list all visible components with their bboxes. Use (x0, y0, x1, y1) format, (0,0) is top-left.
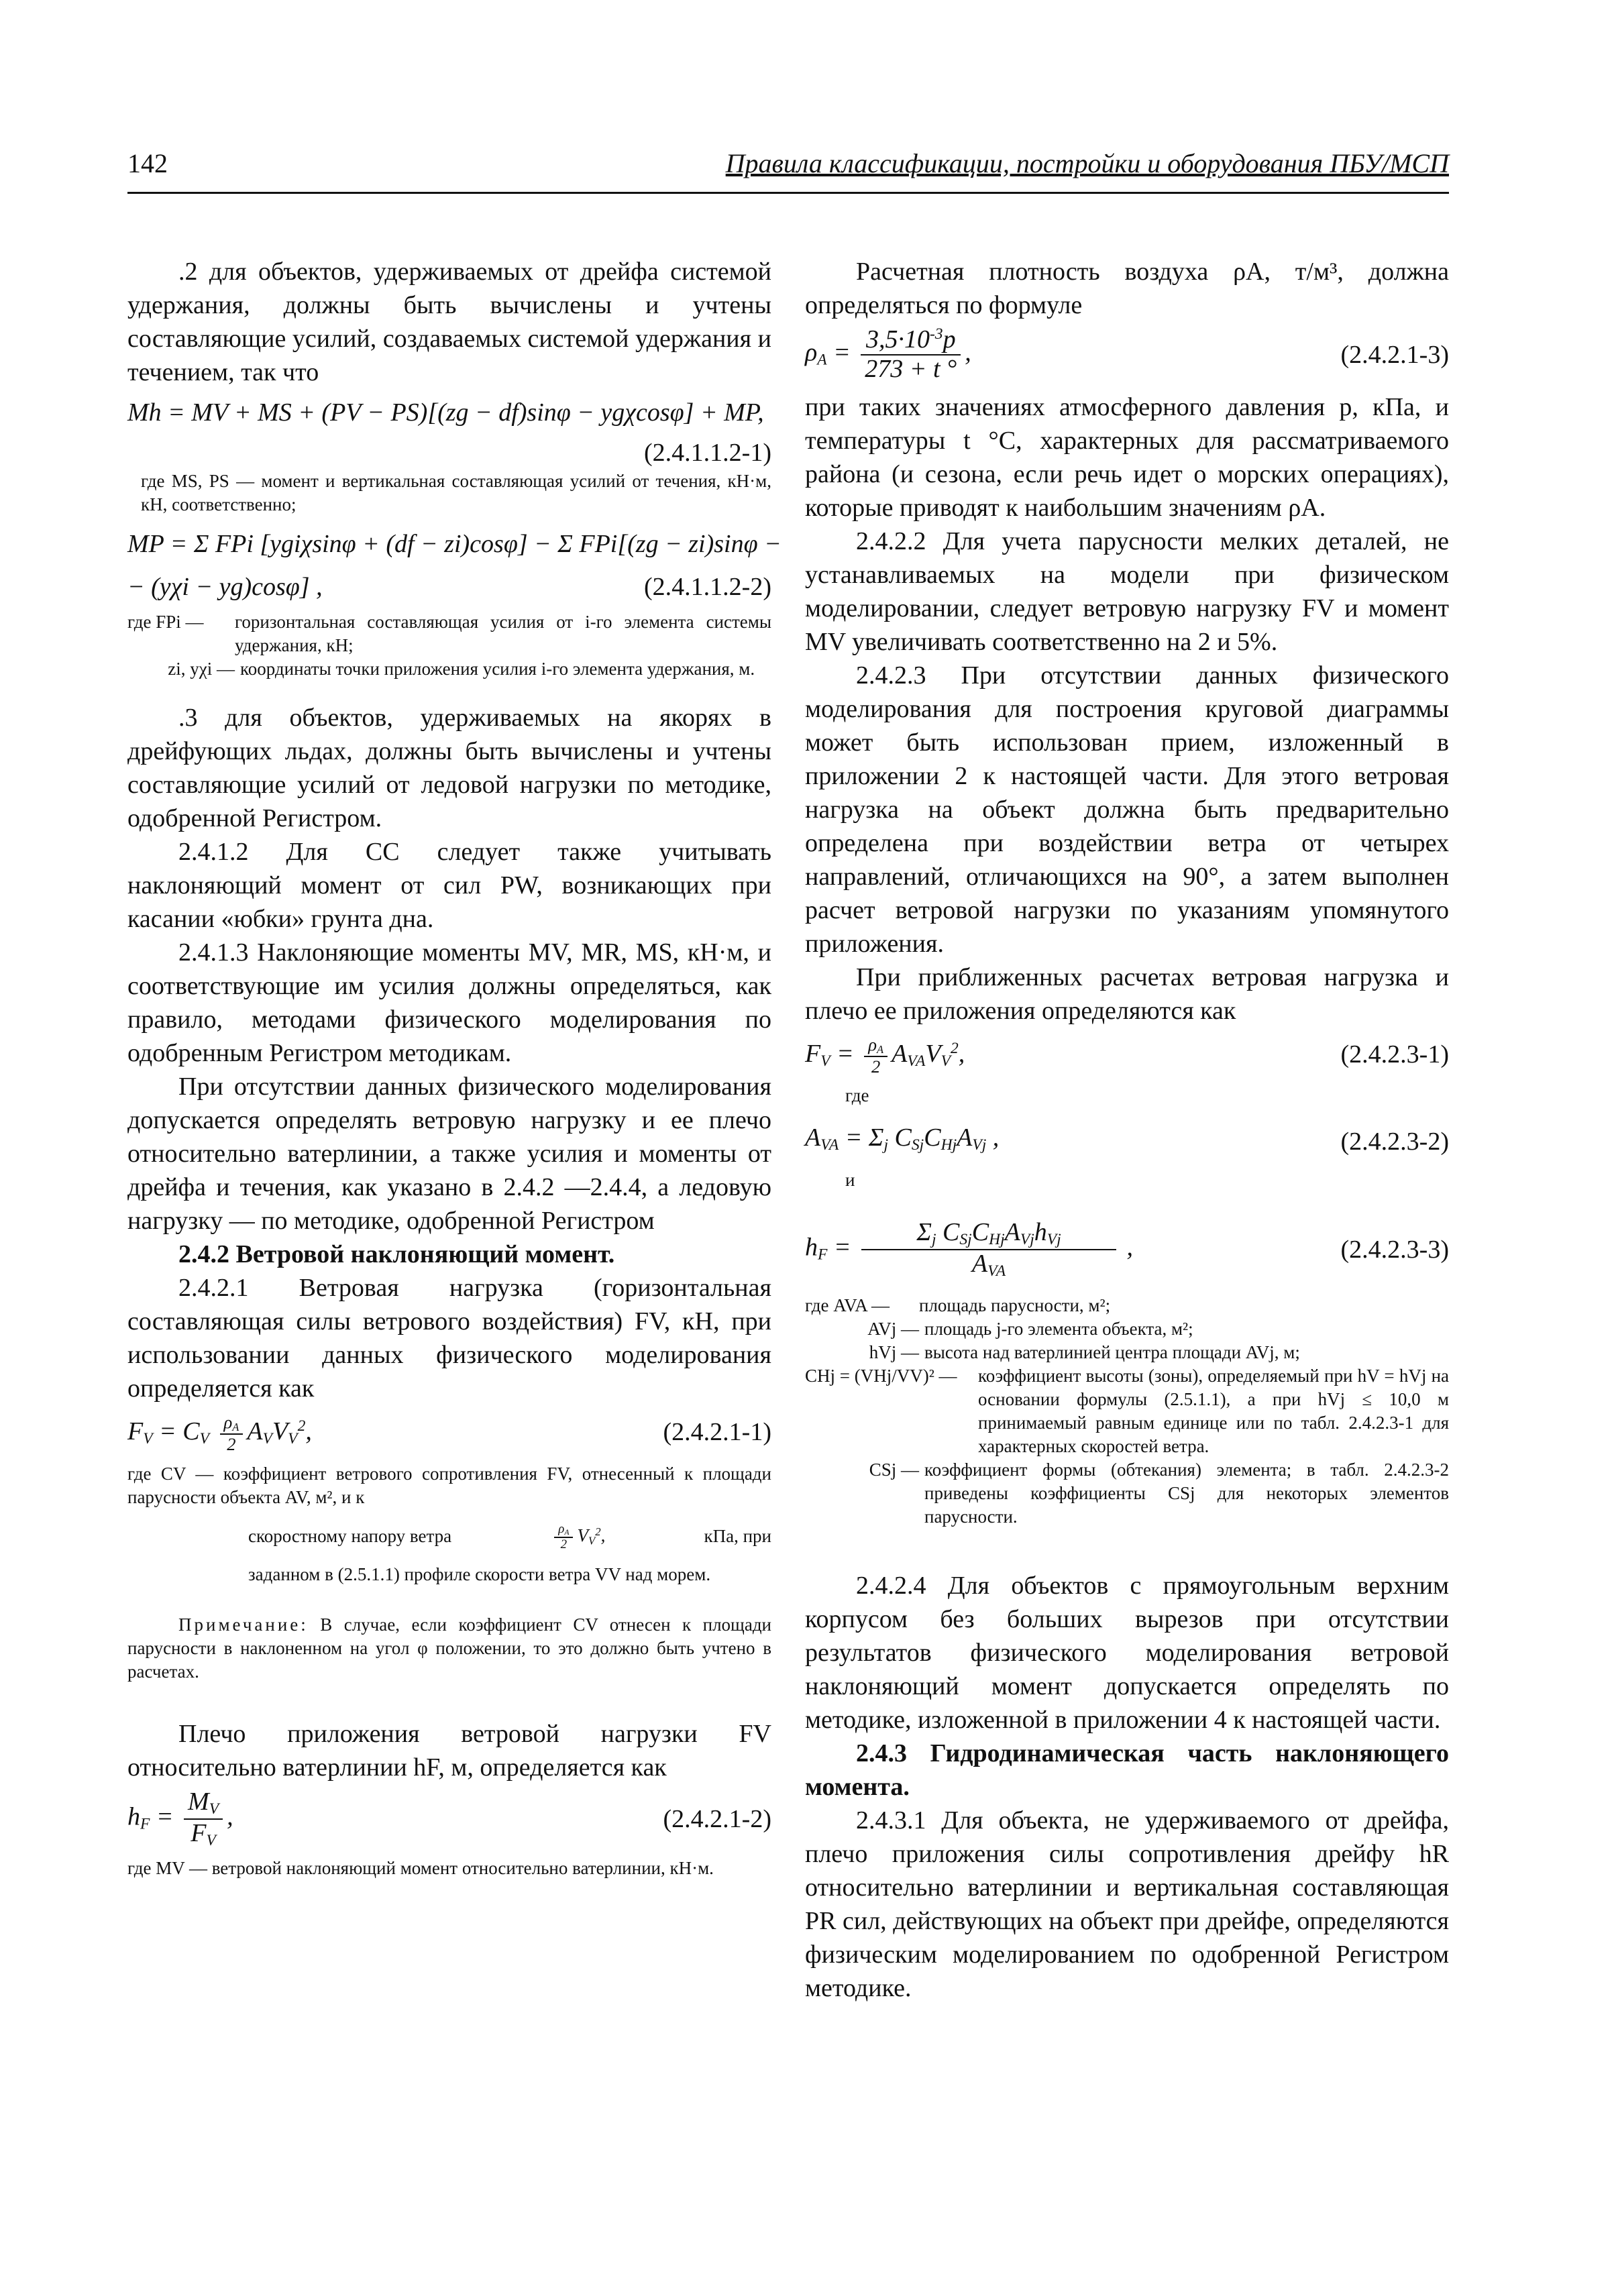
formula-2-4-2-1-1 (127, 1409, 771, 1456)
formula-expression: − (yχi − yg)cosφ] , (127, 573, 323, 601)
equation-number: (2.4.2.3-3) (1340, 1236, 1449, 1264)
definition-text: площадь j-го элемента объекта, м²; (924, 1318, 1193, 1339)
equation-number: (2.4.2.3-1) (1340, 1040, 1449, 1069)
explanation-text: кПа, при (704, 1525, 771, 1546)
section-heading-2-4-3: 2.4.3 Гидродинамическая часть наклоняющего момента. (805, 1739, 1449, 1801)
definition-symbol: CSj — (869, 1459, 919, 1480)
definition-row (805, 1364, 1449, 1458)
formula-2-4-2-3-2 (805, 1121, 1449, 1162)
explanation-text: скоростному напору ветра (248, 1525, 452, 1546)
definitions-list (805, 1294, 1449, 1529)
paragraph-2-4-1-2: 2.4.1.2 Для СС следует также учитывать наклоняющий момент от сил PW, возникающих при касании «юбки» грунта дна. (127, 838, 771, 933)
equation-number: (2.4.1.1.2-1) (644, 439, 771, 467)
paragraph-2-4-2-4: 2.4.2.4 Для объектов с прямоугольным верхним корпусом без больших вырезов при отсутствии результатов физического моделирования ветровой наклоняющий момент допускается определять по методике, изложенной в приложении 4 к настоящей части. (805, 1571, 1449, 1734)
formula-expression: $F_V$ = $\frac{\rho_A}{2}$ $A_{VA}V_V^2$, (805, 1034, 965, 1077)
definition-symbol: где FPi — (127, 612, 204, 632)
formula-2-4-2-1-3 (805, 326, 1449, 384)
paragraph-2-4-1-3: 2.4.1.3 Наклоняющие моменты MV, MR, MS, кН·м, и соответствующие им усилия должны определяться, как правило, методами физического моделирования по одобренным Регистром методикам. (127, 938, 771, 1067)
definition-text: коэффициент формы (обтекания) элемента; в табл. 2.4.2.3-2 приведены коэффициенты CSj для некоторых элементов парусности. (924, 1459, 1449, 1527)
definition-text: коэффициент высоты (зоны), определяемый при hV = hVj на основании формулы (2.5.1.1), а при hVj ≤ 10,0 м принимаемый равным единице или по табл. 2.4.2.3-1 для характерных скоростей ветра. (978, 1365, 1449, 1456)
connector-word: где (845, 1085, 869, 1106)
formula-explanation: где MS, PS — момент и вертикальная составляющая усилий от течения, кН·м, кН, соответственно; (141, 471, 771, 514)
paragraph-conditions: при таких значениях атмосферного давления p, кПа, и температуры t °C, характерных для рассматриваемого района (и сезона, если речь идет о морских операциях), которые приводят к наибольшим значениям ρA. (805, 392, 1449, 522)
definition-text: горизонтальная составляющая усилия от i-го элемента системы удержания, кН; (235, 612, 771, 655)
page-number: 142 (127, 148, 168, 178)
note (127, 1613, 771, 1684)
formula-2-4-1-1-2-2-line2 (127, 570, 771, 604)
formula-explanation: где MV — ветровой наклоняющий момент относительно ватерлинии, кН·м. (127, 1857, 714, 1878)
equation-number: (2.4.2.1-3) (1340, 340, 1449, 369)
formula-expression: $h_F$ = $\frac{M_V}{F_V}$ , (127, 1788, 233, 1849)
paragraph-2-4-2-2: 2.4.2.2 Для учета парусности мелких деталей, не устанавливаемых на модели при физическом моделировании, следует ветровую нагрузку FV и момент MV увеличивать соответственно на 2 и 5%. (805, 527, 1449, 656)
formula-expression: $A_{VA} = \Sigma_j$ $C_{Sj}C_{Hj}A_{Vj}$ , (805, 1124, 1000, 1154)
definition-text: координаты точки приложения усилия i-го элемента удержания, м. (240, 659, 755, 679)
paragraph-item-2: .2 для объектов, удерживаемых от дрейфа системой удержания, должны быть вычислены и учтены составляющие усилий, создаваемых системой удержания и течением, так что (127, 258, 771, 386)
paragraph-wind-arm: Плечо приложения ветровой нагрузки FV относительно ватерлинии hF, м, определяется как (127, 1720, 771, 1782)
definition-text: высота над ватерлинией центра площади AVj, м; (924, 1342, 1300, 1362)
formula-2-4-1-1-2-1 (127, 396, 771, 429)
definition-row (805, 1294, 1449, 1317)
formula-expression: $h_F$ = $\frac{\Sigma_j C_{Sj}C_{Hj}A_{Vj}h_{Vj}}{A_{VA}}$ , (805, 1218, 1134, 1280)
formula-explanation (127, 1520, 771, 1552)
definition-text: площадь парусности, м²; (919, 1295, 1111, 1315)
definition-row (127, 657, 771, 681)
paragraph-item-3: .3 для объектов, удерживаемых на якорях в дрейфующих льдах, должны быть вычислены и учтены составляющие усилий от ледовой нагрузки по методике, одобренной Регистром. (127, 704, 771, 832)
formula-2-4-2-3-3 (805, 1219, 1449, 1280)
velocity-pressure-expression: $\frac{\rho_A}{2}$ $V_V^2$, (550, 1520, 605, 1552)
note-label: Примечание: (178, 1615, 309, 1635)
paragraph-air-density: Расчетная плотность воздуха ρA, т/м³, должна определяться по формуле (805, 258, 1449, 319)
formula-expression: $\rho_A$ = $\frac{3,5\cdot 10^{-3}p}{273 + t ^\circ}$ , (805, 325, 971, 383)
left-column (127, 255, 782, 1880)
formula-expression: $F_V = C_V$ $\frac{\rho_A}{2}$ $A_VV_V^2$, (127, 1411, 312, 1455)
definition-symbol: CHj = (VHj/VV)² — (805, 1365, 957, 1386)
definition-symbol: zi, yχi — (168, 659, 235, 679)
formula-expression: MP = Σ FPi [ygiχsinφ + (df − zi)cosφ] − Σ FPi[(zg − zi)sinφ − (127, 530, 782, 558)
formula-expression: Mh = MV + MS + (PV − PS)[(zg − df)sinφ − ygχcosφ] + MP, (127, 398, 764, 427)
formula-2-4-2-3-1 (805, 1032, 1449, 1078)
definition-row (127, 610, 771, 657)
definition-symbol: AVj — (867, 1318, 919, 1339)
paragraph-absent-data: При отсутствии данных физического моделирования допускается определять ветровую нагрузку и ее плечо относительно ватерлинии, а также усилия и моменты от дрейфа и течения, как указано в 2.4.2 —2.4.4, а ледовую нагрузку — по методике, одобренной Регистром (127, 1073, 771, 1235)
definition-symbol: hVj — (869, 1342, 919, 1362)
equation-number: (2.4.2.1-2) (663, 1804, 771, 1833)
right-column (805, 255, 1449, 2005)
paragraph-approximate: При приближенных расчетах ветровая нагрузка и плечо ее приложения определяются как (805, 963, 1449, 1025)
definition-row (805, 1317, 1449, 1341)
section-heading-2-4-2: 2.4.2 Ветровой наклоняющий момент. (178, 1240, 615, 1268)
running-title: Правила классификации, постройки и оборудования ПБУ/МСП (725, 148, 1449, 178)
definition-row (805, 1341, 1449, 1364)
note-text: В случае, если коэффициент CV отнесен к площади парусности в наклоненном на угол φ положении, то это должно быть учтено в расчетах. (127, 1615, 772, 1682)
formula-2-4-1-1-2-2-line1 (127, 527, 782, 561)
formula-explanation: заданном в (2.5.1.1) профиле скорости ветра VV над морем. (248, 1564, 711, 1585)
equation-number: (2.4.1.1.2-2) (644, 573, 771, 601)
page-header (127, 148, 1449, 194)
paragraph-2-4-3-1: 2.4.3.1 Для объекта, не удерживаемого от дрейфа, плечо приложения силы сопротивления дрейфу hR относительно ватерлинии и вертикальная составляющая PR сил, действующих на объект при дрейфе, определяются физическим моделированием по одобренной Регистром методике. (805, 1806, 1449, 2002)
definition-symbol: где AVA — (805, 1295, 890, 1315)
equation-number: (2.4.2.1-1) (663, 1418, 771, 1447)
formula-explanation: где CV — коэффициент ветрового сопротивления FV, отнесенный к площади парусности объекта AV, м², и к (127, 1463, 771, 1507)
paragraph-2-4-2-1: 2.4.2.1 Ветровая нагрузка (горизонтальная составляющая силы ветрового воздействия) FV, кН, при использовании данных физического моделирования определяется как (127, 1274, 771, 1403)
connector-word: и (845, 1170, 855, 1191)
formula-2-4-2-1-2 (127, 1788, 771, 1850)
definition-row (805, 1458, 1449, 1529)
equation-number: (2.4.2.3-2) (1340, 1127, 1449, 1156)
paragraph-2-4-2-3: 2.4.2.3 При отсутствии данных физического моделирования для построения круговой диаграммы может быть использован прием, изложенный в приложении 2 к настоящей части. Для этого ветровая нагрузка на объект должна быть предварительно определена при воздействии ветра от четырех направлений, отличающихся на 90°, а затем выполнен расчет ветровой нагрузки по указаниям упомянутого приложения. (805, 661, 1449, 958)
